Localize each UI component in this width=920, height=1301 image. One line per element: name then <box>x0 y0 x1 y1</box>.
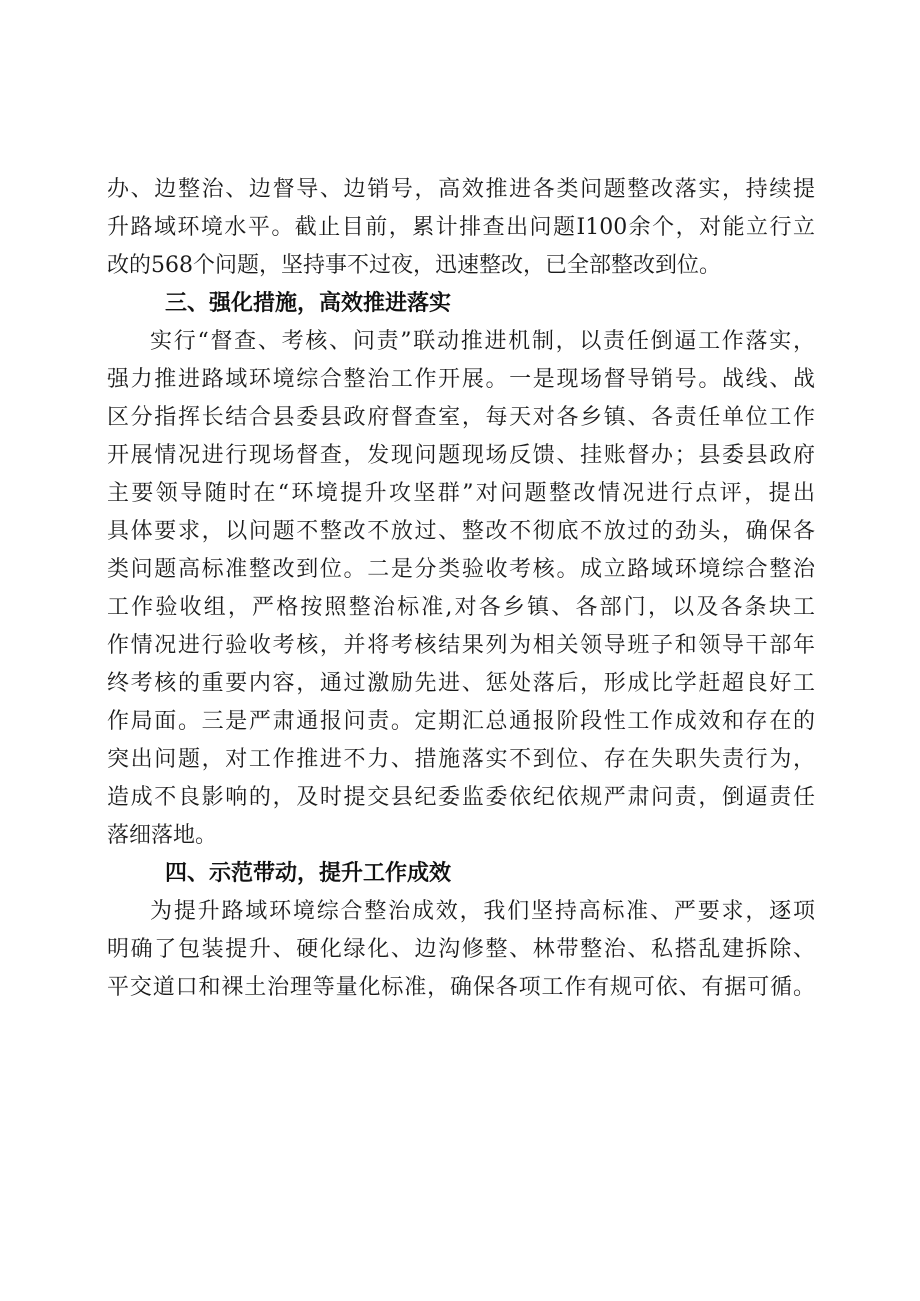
section-heading-4: 四、示范带动，提升工作成效 <box>165 861 452 886</box>
body-text-line: 改的568个问题，坚持事不过夜，迅速整改，已全部整改到位。 <box>107 253 721 278</box>
body-text-line: 终考核的重要内容，通过激励先进、惩处落后，形成比学赶超良好工 <box>107 671 815 696</box>
body-text-line: 明确了包装提升、硬化绿化、边沟修整、林带整治、私搭乱建拆除、 <box>107 937 815 962</box>
body-text-line: 主要领导随时在“环境提升攻坚群”对问题整改情况进行点评，提出 <box>107 481 815 506</box>
body-text-line: 工作验收组，严格按照整治标准,对各乡镇、各部门，以及各条块工 <box>107 595 815 620</box>
body-text-line: 具体要求，以问题不整改不放过、整改不彻底不放过的劲头，确保各 <box>107 519 815 544</box>
body-text-line: 作情况进行验收考核，并将考核结果列为相关领导班子和领导干部年 <box>107 633 815 658</box>
body-text-line: 办、边整治、边督导、边销号，高效推进各类问题整改落实，持续提 <box>107 177 815 202</box>
body-text-line: 类问题高标准整改到位。二是分类验收考核。成立路域环境综合整治 <box>107 557 815 582</box>
body-text-line: 区分指挥长结合县委县政府督查室，每天对各乡镇、各责任单位工作 <box>107 405 815 430</box>
body-text-line: 实行“督查、考核、问责”联动推进机制，以责任倒逼工作落实， <box>150 329 815 354</box>
body-text-line: 作局面。三是严肃通报问责。定期汇总通报阶段性工作成效和存在的 <box>107 709 815 734</box>
body-text-line: 落细落地。 <box>107 823 218 848</box>
section-heading-3: 三、强化措施，高效推进落实 <box>165 291 452 316</box>
body-text-line: 造成不良影响的，及时提交县纪委监委依纪依规严肃问责，倒逼责任 <box>107 785 815 810</box>
body-text-line: 平交道口和裸土治理等量化标准，确保各项工作有规可依、有据可循。 <box>107 975 815 1000</box>
body-text-line: 开展情况进行现场督查，发现问题现场反馈、挂账督办；县委县政府 <box>107 443 815 468</box>
body-text-line: 强力推进路域环境综合整治工作开展。一是现场督导销号。战线、战 <box>107 367 815 392</box>
body-text-line: 为提升路域环境综合整治成效，我们坚持高标准、严要求，逐项 <box>150 899 815 924</box>
body-text-line: 升路域环境水平。截止目前，累计排查出问题I100余个，对能立行立 <box>107 215 815 240</box>
body-text-line: 突出问题，对工作推进不力、措施落实不到位、存在失职失责行为， <box>107 747 815 772</box>
